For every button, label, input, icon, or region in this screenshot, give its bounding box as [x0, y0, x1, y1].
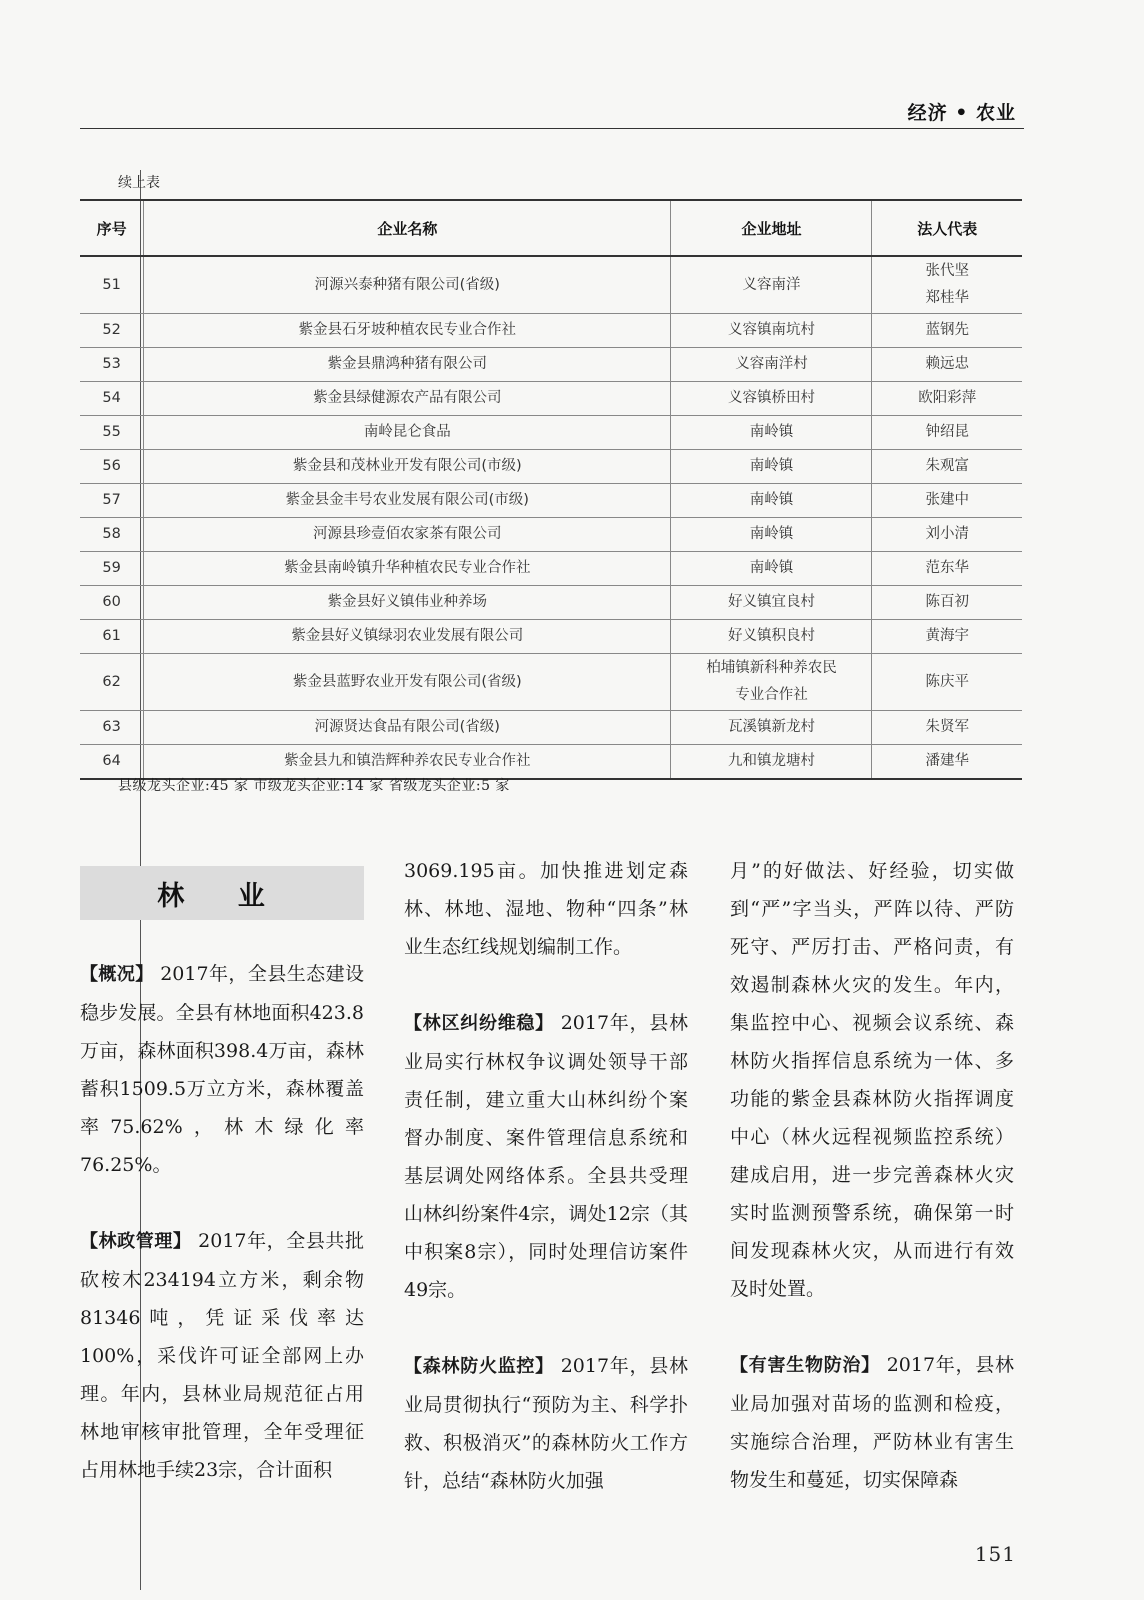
cell-representative: 陈庆平 [872, 654, 1022, 711]
heading-tag: 【林政管理】 [80, 1231, 192, 1252]
paragraph-fire-prevention [404, 1347, 688, 1500]
cell-name: 紫金县九和镇浩辉种养农民专业合作社 [144, 745, 671, 780]
table-row [80, 348, 1022, 382]
table-row [80, 416, 1022, 450]
cell-name: 紫金县绿健源农产品有限公司 [144, 382, 671, 416]
text-column-3 [730, 852, 1014, 1537]
cell-representative: 朱观富 [872, 450, 1022, 484]
cell-address: 义容南洋 [671, 256, 872, 314]
representative-line: 张代坚 [925, 263, 969, 279]
heading-tag: 【林区纠纷维稳】 [404, 1013, 554, 1034]
cell-representative: 范东华 [872, 552, 1022, 586]
paragraph-forest-admin [80, 1222, 364, 1489]
cell-representative [872, 256, 1022, 314]
table-row [80, 586, 1022, 620]
table-row [80, 484, 1022, 518]
table-row [80, 518, 1022, 552]
cell-address: 南岭镇 [671, 416, 872, 450]
table-row [80, 620, 1022, 654]
header-rule [80, 128, 1024, 129]
cell-name: 河源县珍壹佰农家茶有限公司 [144, 518, 671, 552]
cell-name: 紫金县南岭镇升华种植农民专业合作社 [144, 552, 671, 586]
cell-address [671, 654, 872, 711]
table-row [80, 450, 1022, 484]
table-row [80, 711, 1022, 745]
paragraph-text: 2017年，县林业局实行林权争议调处领导干部责任制，建立重大山林纠纷个案督办制度、案件管理信息系统和基层调处网络体系。全县共受理山林纠纷案件4宗，调处12宗（其中积案8宗），同时处理信访案件49宗。 [404, 1012, 688, 1301]
cell-representative: 刘小清 [872, 518, 1022, 552]
cell-number: 61 [80, 620, 144, 654]
cell-representative: 黄海宇 [872, 620, 1022, 654]
cell-name: 紫金县好义镇伟业种养场 [144, 586, 671, 620]
table-row [80, 745, 1022, 780]
column-header-name: 企业名称 [144, 200, 671, 256]
cell-number: 56 [80, 450, 144, 484]
cell-representative: 蓝钢先 [872, 314, 1022, 348]
cell-address: 南岭镇 [671, 484, 872, 518]
cell-name: 紫金县和茂林业开发有限公司(市级) [144, 450, 671, 484]
table-row [80, 552, 1022, 586]
cell-number: 55 [80, 416, 144, 450]
cell-address: 南岭镇 [671, 450, 872, 484]
cell-name: 南岭昆仑食品 [144, 416, 671, 450]
cell-representative: 张建中 [872, 484, 1022, 518]
address-line: 专业合作社 [735, 687, 808, 703]
cell-number: 53 [80, 348, 144, 382]
table-continuation-label: 续上表 [118, 175, 160, 191]
cell-address: 九和镇龙塘村 [671, 745, 872, 780]
cell-address: 南岭镇 [671, 518, 872, 552]
cell-address: 义容镇南坑村 [671, 314, 872, 348]
representative-line: 郑桂华 [925, 290, 969, 306]
text-column-1 [80, 955, 364, 1527]
cell-address: 义容镇桥田村 [671, 382, 872, 416]
cell-number: 54 [80, 382, 144, 416]
cell-representative: 欧阳彩萍 [872, 382, 1022, 416]
cell-address: 瓦溪镇新龙村 [671, 711, 872, 745]
table-row [80, 314, 1022, 348]
cell-address: 义容南洋村 [671, 348, 872, 382]
paragraph-fire-prevention-continued: 月”的好做法、好经验，切实做到“严”字当头，严阵以待、严防死守、严厉打击、严格问责，有效遏制森林火灾的发生。年内，集监控中心、视频会议系统、森林防火指挥信息系统为一体、多功能的紫金县森林防火指挥调度中心（林火远程视频监控系统）建成启用，进一步完善森林火灾实时监测预警系统，确保第一时间发现森林火灾，从而进行有效及时处置。 [730, 860, 1014, 1300]
page-number: 151 [974, 1542, 1016, 1566]
table-row [80, 256, 1022, 314]
cell-number: 58 [80, 518, 144, 552]
cell-number: 60 [80, 586, 144, 620]
paragraph-forest-admin-continued: 3069.195亩。加快推进划定森林、林地、湿地、物种“四条”林业生态红线规划编制工作。 [404, 860, 688, 958]
running-header: 经济 • 农业 [907, 102, 1016, 124]
cell-name: 紫金县石牙坡种植农民专业合作社 [144, 314, 671, 348]
cell-name: 河源兴泰种猪有限公司(省级) [144, 256, 671, 314]
cell-name: 河源贤达食品有限公司(省级) [144, 711, 671, 745]
enterprise-table [80, 199, 1022, 780]
cell-representative: 钟绍昆 [872, 416, 1022, 450]
cell-representative: 赖远忠 [872, 348, 1022, 382]
cell-number: 63 [80, 711, 144, 745]
table-header-row [80, 200, 1022, 256]
paragraph-text: 2017年，县林业局加强对苗场的监测和检疫，实施综合治理，严防林业有害生物发生和蔓延，切实保障森 [730, 1354, 1014, 1491]
cell-name: 紫金县鼎鸿种猪有限公司 [144, 348, 671, 382]
paragraph-text: 2017年，全县生态建设稳步发展。全县有林地面积423.8万亩，森林面积398.4万亩，森林蓄积1509.5万立方米，森林覆盖率75.62%，林木绿化率76.25%。 [80, 963, 365, 1176]
paragraph-dispute [404, 1004, 688, 1309]
section-title: 林 业 [157, 880, 287, 912]
cell-number: 62 [80, 654, 144, 711]
paragraph-pest-control [730, 1346, 1014, 1499]
address-line: 柏埔镇新科种养农民 [706, 660, 837, 676]
cell-address: 好义镇积良村 [671, 620, 872, 654]
cell-number: 52 [80, 314, 144, 348]
cell-name: 紫金县金丰号农业发展有限公司(市级) [144, 484, 671, 518]
cell-address: 好义镇宜良村 [671, 586, 872, 620]
table-summary-note: 县级龙头企业:45 家 市级龙头企业:14 家 省级龙头企业:5 家 [118, 778, 510, 794]
column-header-address: 企业地址 [671, 200, 872, 256]
cell-representative: 朱贤军 [872, 711, 1022, 745]
paragraph-text: 2017年，全县共批砍桉木234194立方米，剩余物81346吨，凭证采伐率达100%，采伐许可证全部网上办理。年内，县林业局规范征占用林地审核审批管理，全年受理征占用林地手续23宗，合计面积 [80, 1230, 364, 1481]
cell-name: 紫金县好义镇绿羽农业发展有限公司 [144, 620, 671, 654]
cell-number: 57 [80, 484, 144, 518]
table-row [80, 382, 1022, 416]
cell-address: 南岭镇 [671, 552, 872, 586]
heading-tag: 【有害生物防治】 [730, 1355, 880, 1376]
cell-name: 紫金县蓝野农业开发有限公司(省级) [144, 654, 671, 711]
cell-number: 59 [80, 552, 144, 586]
table-row [80, 654, 1022, 711]
text-column-2 [404, 852, 688, 1538]
section-heading-box [80, 866, 364, 920]
paragraph-text: 2017年，县林业局贯彻执行“预防为主、科学扑救、积极消灭”的森林防火工作方针，总结“森林防火加强 [404, 1355, 688, 1492]
cell-number: 51 [80, 256, 144, 314]
column-header-number: 序号 [80, 200, 144, 256]
heading-tag: 【森林防火监控】 [404, 1356, 554, 1377]
heading-tag: 【概况】 [80, 964, 154, 985]
column-header-representative: 法人代表 [872, 200, 1022, 256]
cell-representative: 陈百初 [872, 586, 1022, 620]
cell-number: 64 [80, 745, 144, 780]
paragraph-overview [80, 955, 364, 1184]
cell-representative: 潘建华 [872, 745, 1022, 780]
